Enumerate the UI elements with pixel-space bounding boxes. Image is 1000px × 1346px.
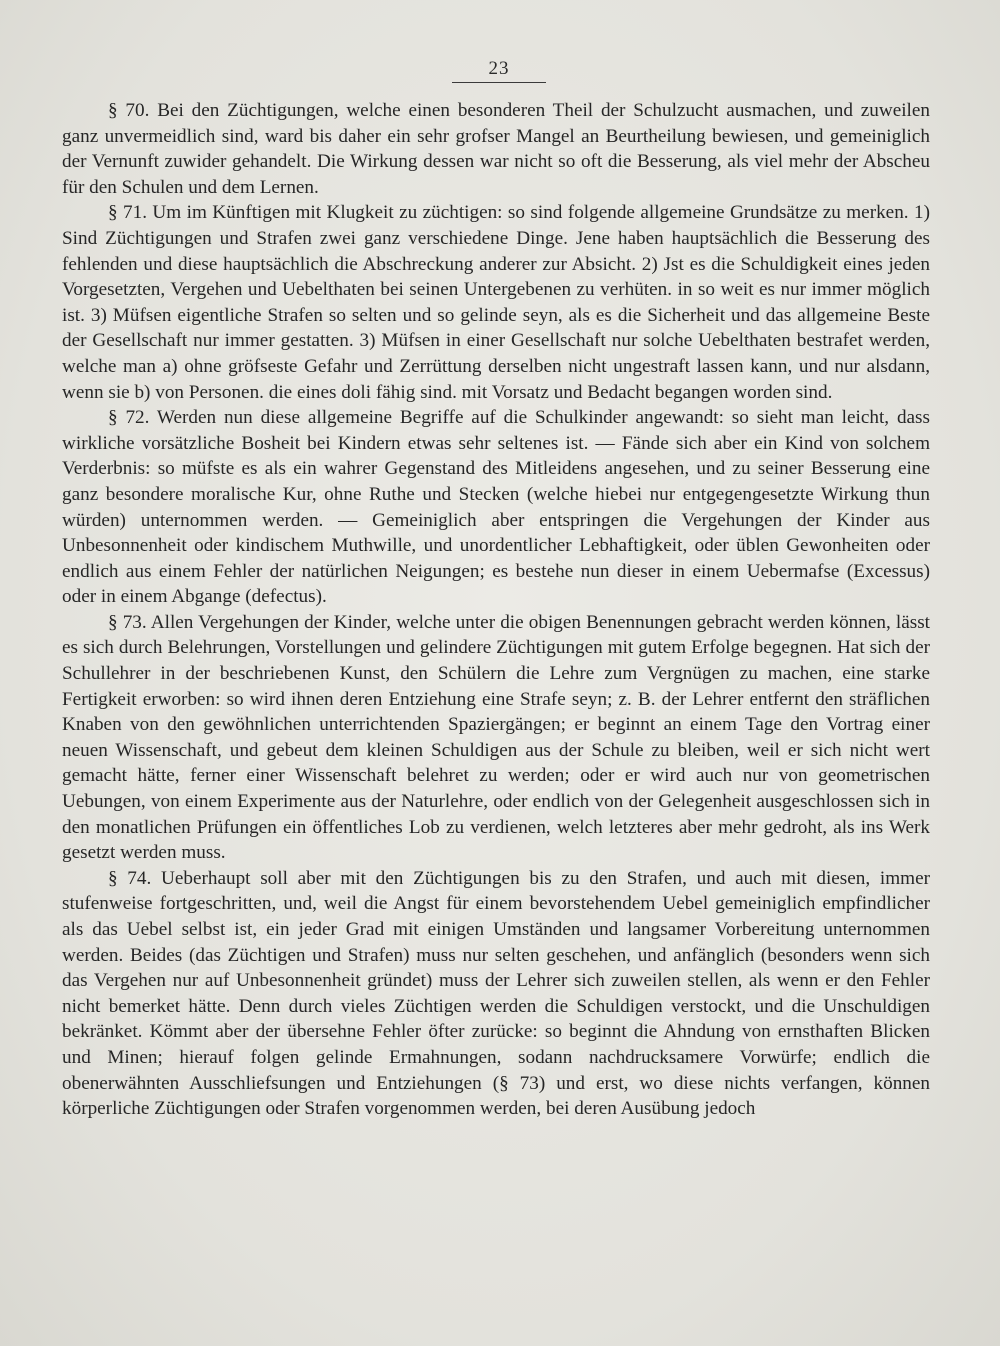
body-text	[62, 98, 930, 1122]
paragraph-section-73: § 73. Allen Vergehungen der Kinder, welche unter die obigen Benennungen gebracht werden können, lässt es sich durch Belehrungen, Vorstellungen und gelindere Züchtigungen mit gutem Erfolge begegnen. Hat sich der Schullehrer in der beschriebenen Kunst, den Schülern die Lehre zum Vergnügen zu machen, eine starke Fertigkeit erworben: so wird ihnen deren Entziehung eine Strafe seyn; z. B. der Lehrer entfernt den sträflichen Knaben von den gewöhnlichen unterrichtenden Spaziergängen; er beginnt an einem Tage den Vortrag einer neuen Wissenschaft, und gebeut dem kleinen Schuldigen aus der Schule zu bleiben, weil er sich nicht wert gemacht hätte, ferner einer Wissenschaft belehret zu werden; oder er wird auch nur von geometrischen Uebungen, von einem Experimente aus der Naturlehre, oder endlich von der Gelegenheit ausgeschlossen sich in den monatlichen Prüfungen ein öffentliches Lob zu verdienen, welch letzteres aber mehr gedroht, als ins Werk gesetzt werden muss.	[62, 611, 930, 864]
paragraph-section-74: § 74. Ueberhaupt soll aber mit den Züchtigungen bis zu den Strafen, und auch mit diesen, immer stufenweise fortgeschritten, und, weil die Angst für einem bevorstehendem Uebel gemeiniglich empfindlicher als das Uebel selbst ist, ein jeder Grad mit einigen Umständen und langsamer Vorbereitung unternommen werden. Beides (das Züchtigen und Strafen) muss nur selten geschehen, und anfänglich (besonders wenn sich das Vergehen nur auf Unbesonnenheit gründet) muss der Lehrer sich zuweilen stellen, als wenn er den Fehler nicht bemerket hätte. Denn durch vieles Züchtigen werden die Schuldigen verstockt, und die Unschuldigen bekränket. Kömmt aber der übersehne Fehler öfter zurücke: so beginnt die Ahndung von ernsthaften Blicken und Minen; hierauf folgen gelinde Ermahnungen, sodann nachdrucksamere Vorwürfe; endlich die obenerwähnten Ausschliefsungen und Entziehungen (§ 73) und erst, wo diese nichts verfangen, können körperliche Züchtigungen oder Strafen vorgenommen werden, bei deren Ausübung jedoch	[62, 867, 930, 1120]
page-header	[452, 58, 546, 83]
paragraph-section-71: § 71. Um im Künftigen mit Klugkeit zu züchtigen: so sind folgende allgemeine Grundsätze zu merken. 1) Sind Züchtigungen und Strafen zwei ganz verschiedene Dinge. Jene haben hauptsächlich die Besserung des fehlenden und diese hauptsächlich die Abschreckung anderer zur Absicht. 2) Jst es die Schuldigkeit eines jeden Vorgesetzten, Vergehen und Uebelthaten bei seinen Untergebenen zu verhüten. in so weit es nur immer möglich ist. 3) Müfsen eigentliche Strafen so selten und so gelinde seyn, als es die Sicherheit und das allgemeine Beste der Gesellschaft nur immer gestatten. 3) Müfsen in einer Gesellschaft nur solche Uebelthaten bestrafet werden, welche man a) ohne gröfseste Gefahr und Zerrüttung derselben nicht ungestraft lassen kann, und nur alsdann, wenn sie b) von Personen. die eines doli fähig sind. mit Vorsatz und Bedacht begangen worden sind.	[62, 202, 930, 403]
paragraph-section-72: § 72. Werden nun diese allgemeine Begriffe auf die Schulkinder angewandt: so sieht man leicht, dass wirkliche vorsätzliche Bosheit bei Kindern etwas sehr seltenes ist. — Fände sich aber ein Kind von solchem Verderbnis: so müfste es als ein wahrer Gegenstand des Mitleidens angesehen, und zu seiner Besserung eine ganz besondere moralische Kur, ohne Ruthe und Stecken (welche hiebei nur entgegengesetzte Wirkung thun würden) unternommen werden. — Gemeiniglich aber entspringen die Vergehungen der Kinder aus Unbesonnenheit oder kindischem Muthwille, und unordentlicher Lebhaftigkeit, oder üblen Gewonheiten oder endlich aus einem Fehler der natürlichen Neigungen; es bestehe nun dieser in einem Uebermafse (Excessus) oder in einem Abgange (defectus).	[62, 407, 930, 608]
paragraph-section-70: § 70. Bei den Züchtigungen, welche einen besonderen Theil der Schulzucht ausmachen, und zuweilen ganz unvermeidlich sind, ward bis daher ein sehr grofser Mangel an Beurtheilung bewiesen, und gemeiniglich der Vernunft zuwider gehandelt. Die Wirkung dessen war nicht so oft die Besserung, als viel mehr der Abscheu für den Schulen und dem Lernen.	[62, 100, 930, 198]
page-number: 23	[488, 58, 510, 79]
header-rule	[452, 82, 546, 83]
